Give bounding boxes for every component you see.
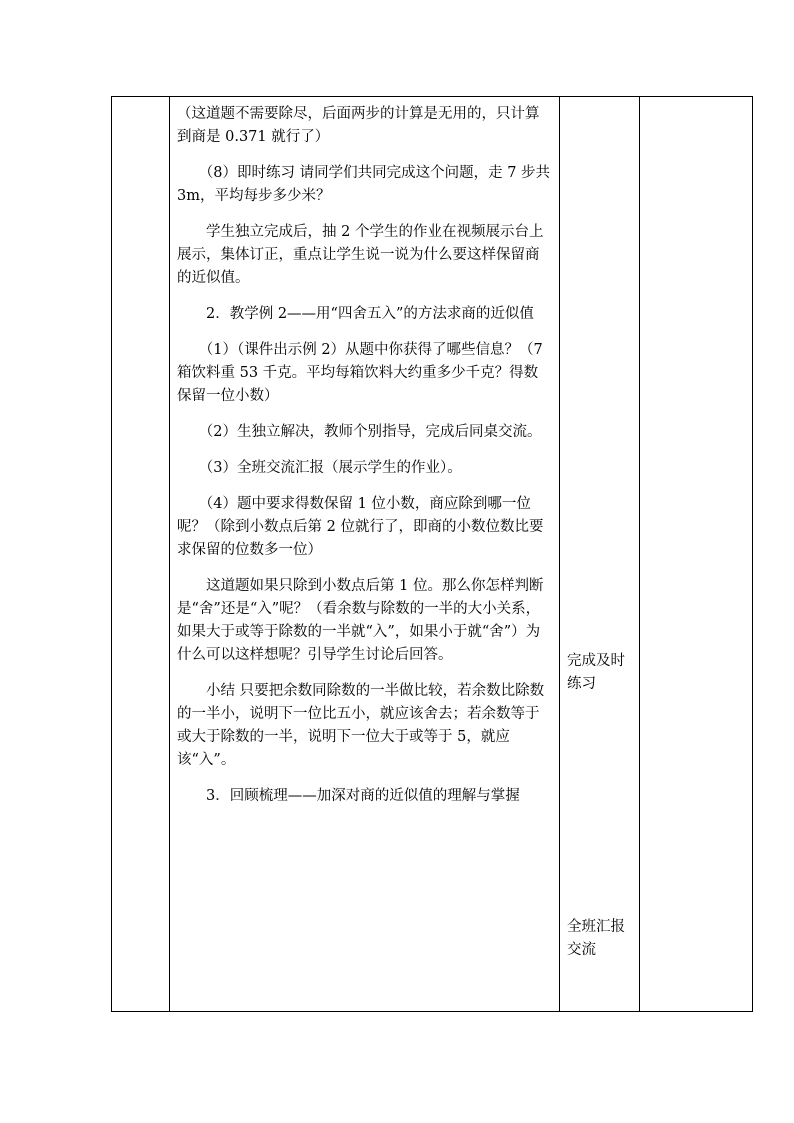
note-practice: 完成及时练习 (567, 653, 625, 692)
paragraph-calc-note: （这道题不需要除尽，后面两步的计算是无用的，只计算到商是 0.371 就行了） (177, 106, 540, 145)
paragraph-step-2: （2）生独立解决，教师个别指导，完成后同桌交流。 (177, 424, 542, 440)
note-report: 全班汇报交流 (567, 919, 625, 958)
paragraph-rounding-judgement: 这道题如果只除到小数点后第 1 位。那么你怎样判断是“舍”还是“入”呢？（看余数与除数的一半的大小关系，如果大于或等于除数的一半就“入”，如果小于就“舍”）为什么可以这样想呢？引导学生讨论后回答。 (177, 578, 544, 663)
paragraph-step-3: （3）全班交流汇报（展示学生的作业）。 (177, 460, 462, 476)
paragraph-summary: 小结 只要把余数同除数的一半做比较，若余数比除数的一半小，说明下一位比五小，就应该舍去；若余数等于或大于除数的一半，说明下一位大于或等于 5，就应该“入”。 (177, 683, 545, 768)
paragraph-review-heading: 3．回顾梳理——加深对商的近似值的理解与掌握 (177, 788, 520, 804)
lesson-plan-table (111, 96, 753, 1012)
paragraph-example-2-heading: 2．教学例 2——用“四舍五入”的方法求商的近似值 (177, 306, 534, 322)
column-divider-3 (639, 97, 640, 1011)
paragraph-step-4: （4）题中要求得数保留 1 位小数，商应除到哪一位呢？（除到小数点后第 2 位就行了，即商的小数位数比要求保留的位数多一位） (177, 496, 544, 558)
paragraph-step-1: （1）（课件出示例 2）从题中你获得了哪些信息？（7 箱饮料重 53 千克。平均每箱饮料大约重多少千克？得数保留一位小数） (177, 342, 543, 404)
paragraph-practice-8: （8）即时练习 请同学们共同完成这个问题，走 7 步共 3m，平均每步多少米？ (177, 165, 551, 204)
paragraph-student-work: 学生独立完成后，抽 2 个学生的作业在视频展示台上展示，集体订正，重点让学生说一说为什么要这样保留商的近似值。 (177, 224, 544, 286)
teaching-process-cell (170, 97, 560, 1011)
